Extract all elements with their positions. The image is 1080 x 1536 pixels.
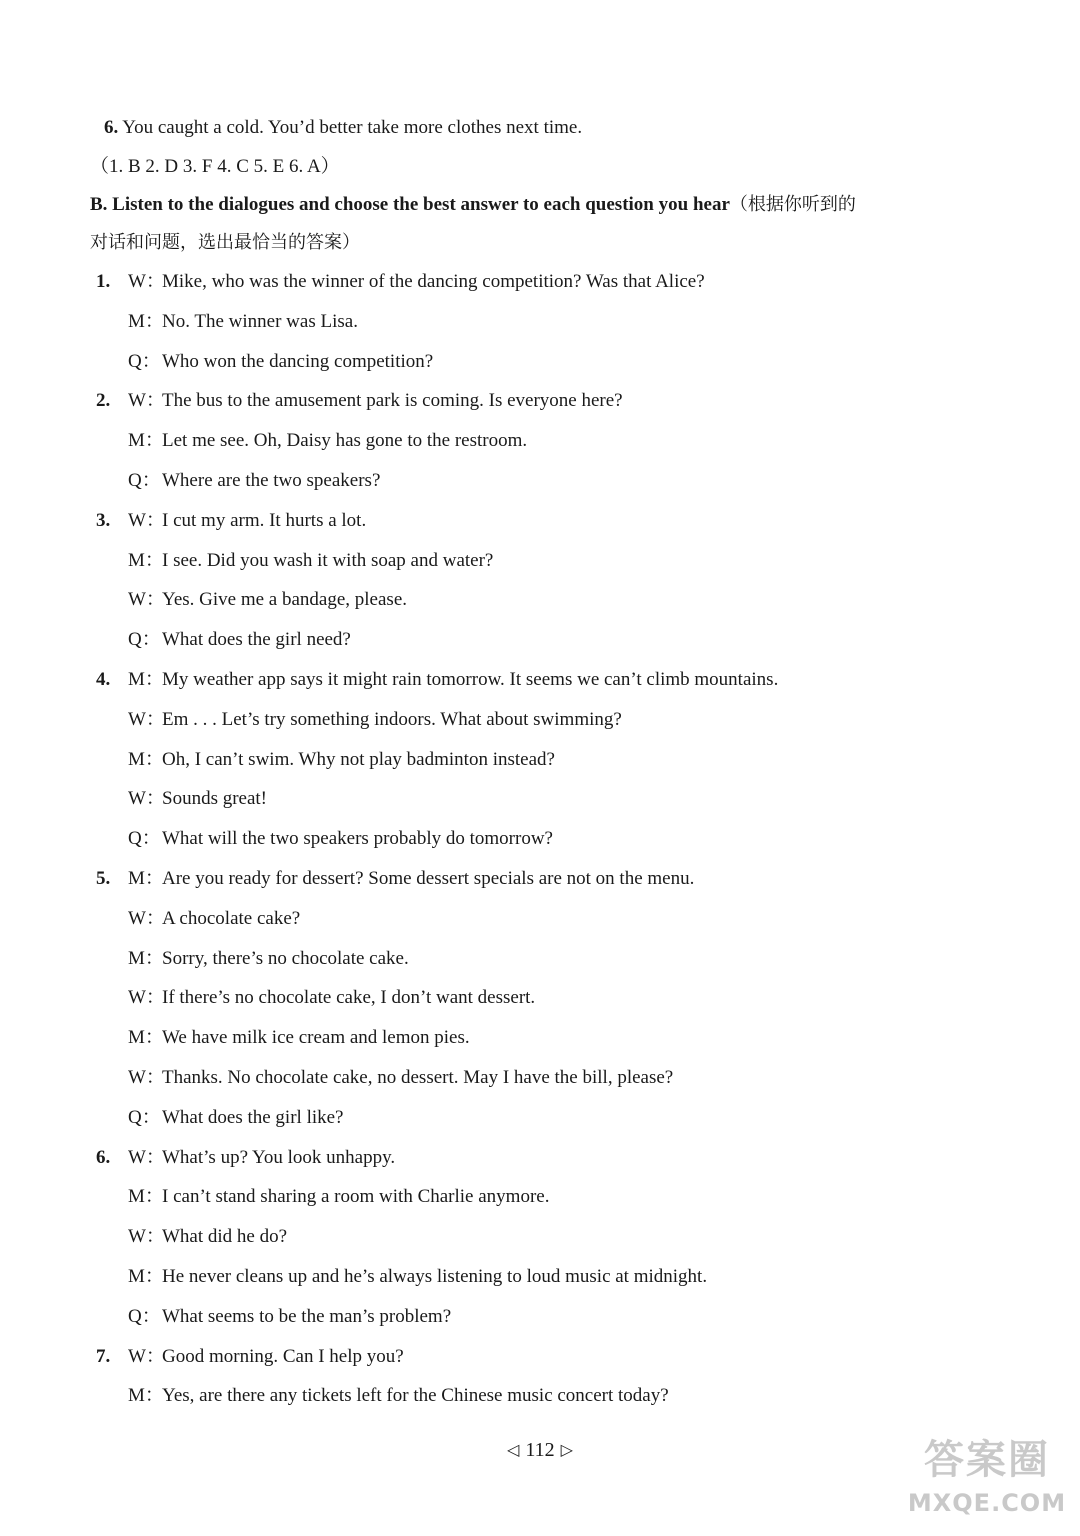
dialogue-line [96, 1344, 404, 1370]
speaker-label: Q： [128, 828, 161, 849]
dialogue-line [128, 747, 555, 773]
dialogue-text: Oh, I can’t swim. Why not play badminton instead? [162, 749, 555, 770]
dialogue-line [96, 508, 366, 534]
item-number: 6. [104, 117, 119, 138]
dialogue-text: Who won the dancing competition? [162, 351, 434, 372]
dialogue-text: What seems to be the man’s problem? [162, 1306, 452, 1327]
speaker-label: W： [128, 271, 165, 292]
previous-item-6 [104, 115, 582, 141]
dialogue-text: What did he do? [162, 1226, 288, 1247]
dialogue-line [128, 428, 527, 454]
next-arrow-icon: ▷ [560, 1442, 573, 1460]
speaker-label: W： [128, 589, 165, 610]
speaker-label: W： [128, 390, 165, 411]
dialogue-text: He never cleans up and he’s always listening to loud music at midnight. [162, 1266, 708, 1287]
item-text: You caught a cold. You’d better take more clothes next time. [122, 117, 583, 138]
dialogue-line [128, 1184, 549, 1210]
speaker-label: W： [128, 987, 165, 1008]
dialogue-line [96, 667, 778, 693]
dialogue-number: 3. [96, 510, 111, 531]
dialogue-text: What will the two speakers probably do tomorrow? [162, 828, 553, 849]
speaker-label: Q： [128, 1107, 161, 1128]
dialogue-text: The bus to the amusement park is coming. Is everyone here? [162, 390, 623, 411]
watermark-site-text: MXQE.COM [907, 1489, 1067, 1517]
dialogue-line [128, 349, 433, 375]
speaker-label: W： [128, 510, 165, 531]
dialogue-line [128, 1383, 669, 1409]
dialogue-text: Thanks. No chocolate cake, no dessert. May I have the bill, please? [162, 1067, 674, 1088]
dialogue-text: Yes, are there any tickets left for the Chinese music concert today? [162, 1385, 669, 1406]
speaker-label: M： [128, 749, 164, 770]
speaker-label: M： [128, 550, 164, 571]
dialogue-text: Mike, who was the winner of the dancing competition? Was that Alice? [162, 271, 705, 292]
dialogue-line [128, 627, 351, 653]
dialogue-text: What’s up? You look unhappy. [162, 1147, 396, 1168]
dialogue-number: 5. [96, 868, 111, 889]
speaker-label: M： [128, 311, 164, 332]
dialogue-line [128, 1065, 673, 1091]
dialogue-number: 7. [96, 1346, 111, 1367]
dialogue-text: Em . . . Let’s try something indoors. What about swimming? [162, 709, 622, 730]
watermark-logo-text: 答案圈 [924, 1437, 1050, 1483]
dialogue-text: We have milk ice cream and lemon pies. [162, 1027, 470, 1048]
dialogue-text: No. The winner was Lisa. [162, 311, 358, 332]
dialogue-number: 1. [96, 271, 111, 292]
dialogue-text: Let me see. Oh, Daisy has gone to the restroom. [162, 430, 528, 451]
speaker-label: W： [128, 1226, 165, 1247]
speaker-label: M： [128, 948, 164, 969]
prev-arrow-icon: ◁ [507, 1442, 520, 1460]
dialogue-text: I cut my arm. It hurts a lot. [162, 510, 367, 531]
dialogue-line [128, 1264, 707, 1290]
dialogue-line [96, 388, 623, 414]
dialogue-text: A chocolate cake? [162, 908, 301, 929]
dialogue-text: Sorry, there’s no chocolate cake. [162, 948, 409, 969]
dialogue-text: Good morning. Can I help you? [162, 1346, 404, 1367]
dialogue-line [128, 468, 380, 494]
speaker-label: M： [128, 1186, 164, 1207]
speaker-label: Q： [128, 1306, 161, 1327]
dialogue-text: Sounds great! [162, 788, 268, 809]
dialogue-line [128, 309, 358, 335]
speaker-label: M： [128, 868, 164, 889]
dialogue-number: 6. [96, 1147, 111, 1168]
dialogue-line [128, 985, 535, 1011]
dialogue-line [128, 1304, 451, 1330]
speaker-label: Q： [128, 470, 161, 491]
dialogue-line [96, 269, 705, 295]
section-b-heading [90, 192, 856, 218]
dialogue-text: What does the girl need? [162, 629, 351, 650]
dialogue-text: Are you ready for dessert? Some dessert specials are not on the menu. [162, 868, 695, 889]
dialogue-line [128, 1105, 344, 1131]
dialogue-line [128, 548, 493, 574]
dialogue-text: What does the girl like? [162, 1107, 344, 1128]
speaker-label: M： [128, 430, 164, 451]
dialogue-line [128, 1224, 287, 1250]
speaker-label: M： [128, 1266, 164, 1287]
dialogue-line [128, 786, 267, 812]
speaker-label: W： [128, 908, 165, 929]
dialogue-line [96, 866, 694, 892]
speaker-label: W： [128, 709, 165, 730]
speaker-label: M： [128, 669, 164, 690]
dialogue-text: Where are the two speakers? [162, 470, 381, 491]
dialogue-line [128, 826, 553, 852]
speaker-label: Q： [128, 629, 161, 650]
speaker-label: M： [128, 1027, 164, 1048]
dialogue-line [128, 1025, 470, 1051]
dialogue-text: My weather app says it might rain tomorrow. It seems we can’t climb mountains. [162, 669, 779, 690]
dialogue-line [128, 707, 622, 733]
speaker-label: Q： [128, 351, 161, 372]
dialogue-text: I can’t stand sharing a room with Charlie anymore. [162, 1186, 550, 1207]
page-number: 112 [525, 1439, 555, 1461]
dialogue-text: Yes. Give me a bandage, please. [162, 589, 407, 610]
speaker-label: M： [128, 1385, 164, 1406]
section-b-cn-instruction-2: 对话和问题，选出最恰当的答案） [90, 232, 360, 253]
answer-key-a: （1. B 2. D 3. F 4. C 5. E 6. A） [90, 156, 340, 177]
section-b-title: B. Listen to the dialogues and choose the best answer to each question you hear [90, 194, 730, 215]
section-b-cn-instruction-1: （根据你听到的 [729, 194, 856, 215]
dialogue-line [128, 906, 300, 932]
speaker-label: W： [128, 1147, 165, 1168]
dialogue-line [128, 946, 409, 972]
dialogue-text: I see. Did you wash it with soap and water? [162, 550, 494, 571]
dialogue-number: 4. [96, 669, 111, 690]
dialogue-line [128, 587, 407, 613]
dialogue-text: If there’s no chocolate cake, I don’t want dessert. [162, 987, 536, 1008]
watermark-logo [902, 1432, 1072, 1532]
speaker-label: W： [128, 788, 165, 809]
speaker-label: W： [128, 1067, 165, 1088]
dialogue-line [96, 1145, 395, 1171]
speaker-label: W： [128, 1346, 165, 1367]
dialogue-number: 2. [96, 390, 111, 411]
